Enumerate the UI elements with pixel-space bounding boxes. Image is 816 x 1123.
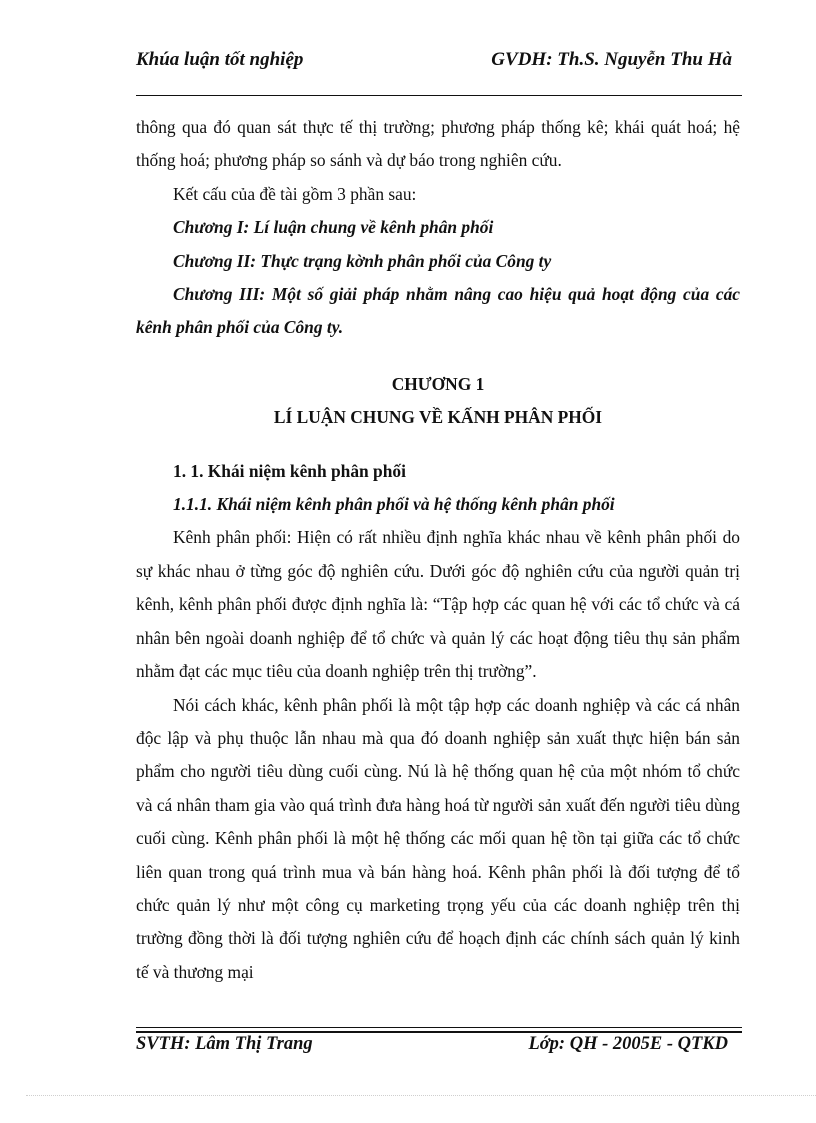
paragraph-structure-intro: Kết cấu của đề tài gồm 3 phần sau: xyxy=(173,183,417,204)
header-divider xyxy=(136,95,742,96)
header-supervisor: GVDH: Th.S. Nguyễn Thu Hà xyxy=(491,49,732,70)
chapter-title: LÍ LUẬN CHUNG VỀ KẤNH PHÂN PHỐI xyxy=(273,407,603,428)
page-header xyxy=(136,46,740,76)
chapter-number: CHƯƠNG 1 xyxy=(391,373,485,394)
page-edge-dotted-line xyxy=(26,1095,816,1096)
paragraph-explanation: Nói cách khác, kênh phân phối là một tập hợp các doanh nghiệp và các cá nhân độc lập và phụ thuộc lẫn nhau mà qua đó doanh nghiệp sản xuất thực hiện bán sản phẩm cho người tiêu dùng cuối cùng. Nú là hệ thống quan hệ của một nhóm tổ chức và cá nhân tham gia vào quá trình đưa hàng hoá từ người sản xuất đến người tiêu dùng cuối cùng. Kênh phân phối là một hệ thống các mối quan hệ tồn tại giữa các tổ chức liên quan trong quá trình mua và bán hàng hoá. Kênh phân phối là đối tượng để tổ chức quản lý như một công cụ marketing trọng yếu của các doanh nghiệp trên thị trường đồng thời là đối tượng nghiên cứu để hoạch định các chính sách quản lý kinh tế và thương mại xyxy=(136,694,740,982)
footer-student: SVTH: Lâm Thị Trang xyxy=(136,1034,313,1054)
footer-divider-thin xyxy=(136,1027,742,1028)
outline-chapter-1: Chương I: Lí luận chung về kênh phân phối xyxy=(173,217,494,238)
footer-class: Lớp: QH - 2005E - QTKD xyxy=(528,1034,728,1054)
spacer xyxy=(136,435,740,455)
outline-chapter-3: Chương III: Một số giải pháp nhằm nâng cao hiệu quả hoạt động của các kênh phân phối của Công ty. xyxy=(136,284,740,338)
page-footer xyxy=(136,1034,740,1062)
paragraph-definition: Kênh phân phối: Hiện có rất nhiều định nghĩa khác nhau về kênh phân phối do sự khác nhau ở từng góc độ nghiên cứu. Dưới góc độ nghiên cứu của người quản trị kênh, kênh phân phối được định nghĩa là: “Tập hợp các quan hệ với các tổ chức và cá nhân bên ngoài doanh nghiệp để tổ chức và quản lý các hoạt động tiêu thụ sản phẩm nhằm đạt các mục tiêu của doanh nghiệp trên thị trường”. xyxy=(136,527,740,682)
footer-divider-thick xyxy=(136,1031,742,1033)
subsection-heading: 1.1.1. Khái niệm kênh phân phối và hệ thống kênh phân phối xyxy=(173,494,615,515)
outline-chapter-2: Chương II: Thực trạng kờnh phân phối của Công ty xyxy=(173,250,552,271)
section-heading: 1. 1. Khái niệm kênh phân phối xyxy=(173,460,406,481)
spacer xyxy=(136,345,740,368)
paragraph-methods: thông qua đó quan sát thực tế thị trường; phương pháp thống kê; khái quát hoá; hệ thống hoá; phương pháp so sánh và dự báo trong nghiên cứu. xyxy=(136,117,740,171)
header-thesis-label: Khúa luận tốt nghiệp xyxy=(136,49,304,70)
page-body xyxy=(136,111,740,989)
